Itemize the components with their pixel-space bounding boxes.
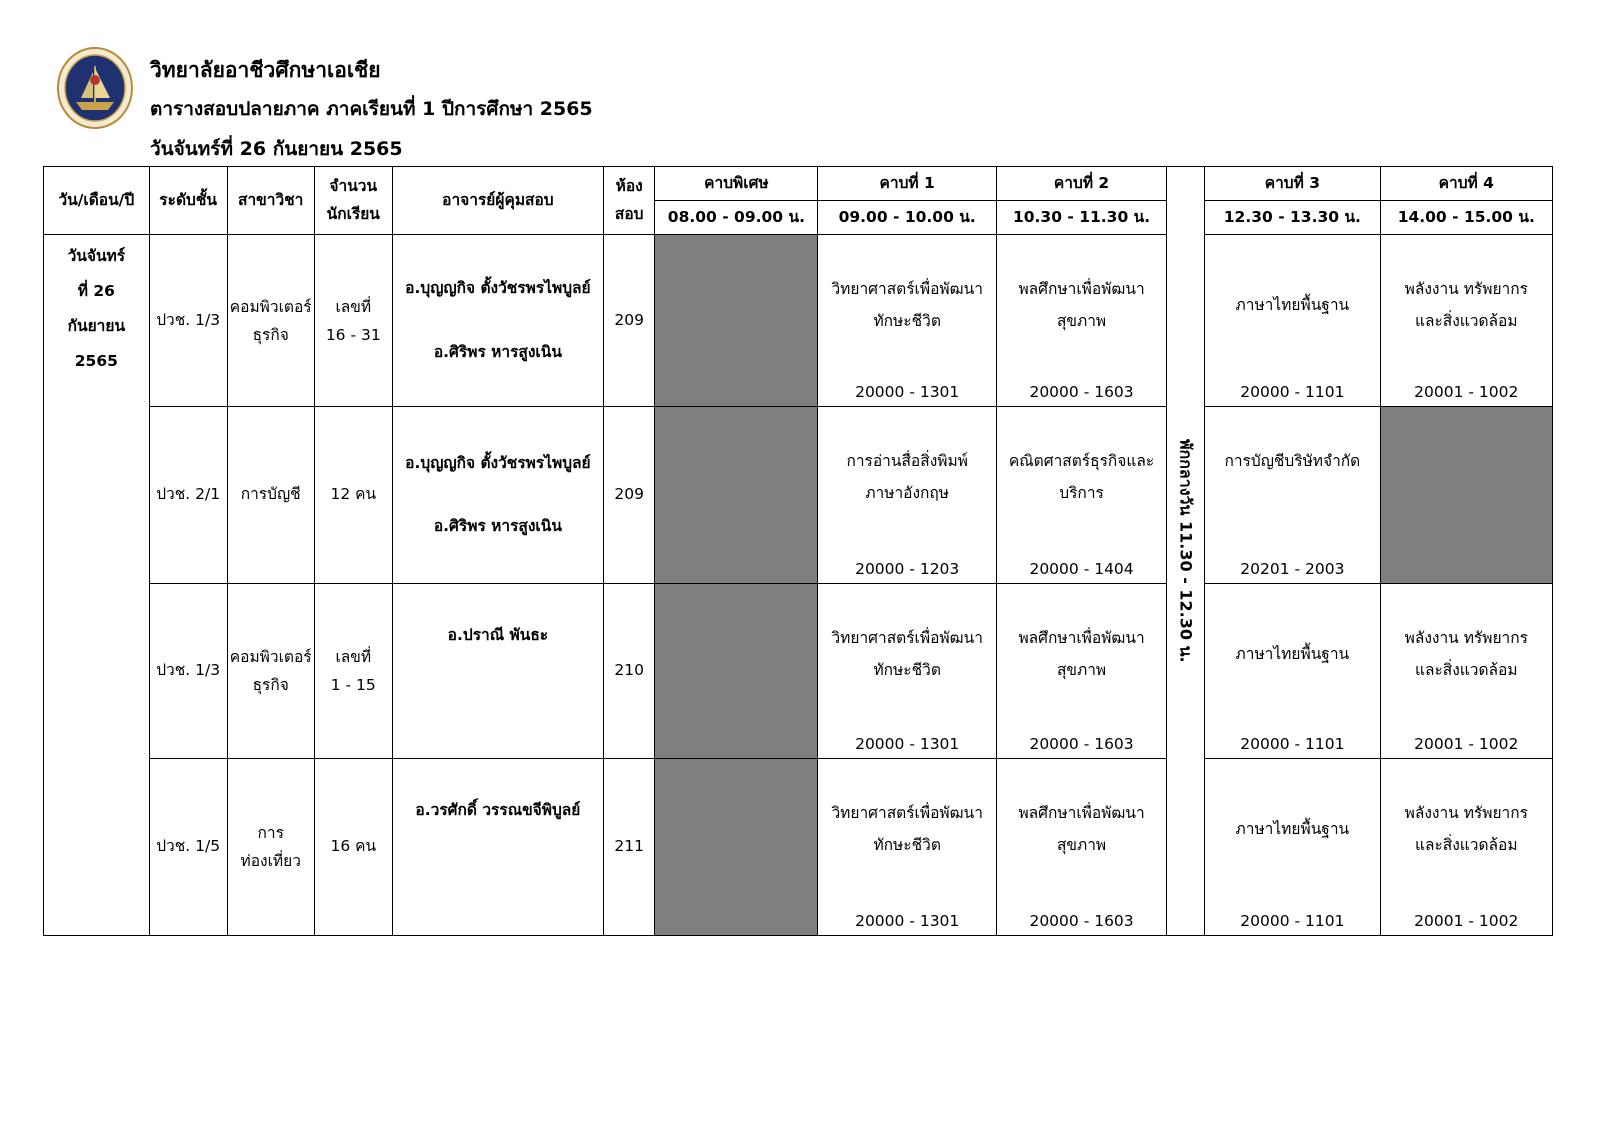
subject-code: 20000 - 1301 bbox=[855, 911, 960, 930]
subject-name bbox=[1381, 273, 1552, 337]
table-row bbox=[44, 584, 1553, 759]
period-4-cell bbox=[1380, 759, 1552, 936]
subject-name bbox=[997, 797, 1166, 861]
subject-name bbox=[1381, 622, 1552, 686]
col-date: วัน/เดือน/ปี bbox=[44, 167, 150, 235]
level-cell: ปวช. 2/1 bbox=[149, 407, 227, 584]
time-period-1: 09.00 - 10.00 น. bbox=[818, 201, 996, 235]
subject-name bbox=[1205, 813, 1379, 845]
table-row bbox=[44, 407, 1553, 584]
subject-code: 20000 - 1101 bbox=[1240, 382, 1345, 401]
subject-code: 20201 - 2003 bbox=[1240, 559, 1345, 578]
subject-name bbox=[997, 622, 1166, 686]
proctor-name: อ.บุญญกิจ ตั้งวัชรพรไพบูลย์ bbox=[405, 279, 591, 298]
subject-name bbox=[1205, 638, 1379, 670]
period-3-cell bbox=[1205, 584, 1380, 759]
time-period-3: 12.30 - 13.30 น. bbox=[1205, 201, 1380, 235]
col-period-3: คาบที่ 3 bbox=[1205, 167, 1380, 201]
subject-line: การอ่านสื่อสิ่งพิมพ์ bbox=[846, 452, 968, 470]
col-count-line2: นักเรียน bbox=[326, 204, 380, 223]
col-special: คาบพิเศษ bbox=[655, 167, 818, 201]
proctor-name: อ.ศิริพร หารสูงเนิน bbox=[433, 517, 562, 535]
count-cell: 16 คน bbox=[314, 759, 392, 936]
subject-line: ภาษาอังกฤษ bbox=[865, 484, 950, 502]
subject-line: การบัญชีบริษัทจำกัด bbox=[1224, 452, 1361, 470]
date-line: ที่ 26 bbox=[77, 282, 115, 300]
subject-code: 20001 - 1002 bbox=[1414, 911, 1519, 930]
count-cell bbox=[314, 235, 392, 407]
proctor-name: อ.ศิริพร หารสูงเนิน bbox=[433, 342, 562, 361]
period-3-cell bbox=[1205, 407, 1380, 584]
room-cell: 209 bbox=[604, 235, 655, 407]
subject-code: 20001 - 1002 bbox=[1414, 734, 1519, 753]
proctor-name: อ.วรศักดิ์ วรรณขจีพิบูลย์ bbox=[415, 801, 581, 819]
subject-line: และสิ่งแวดล้อม bbox=[1414, 312, 1518, 330]
subject-name bbox=[1205, 445, 1379, 477]
period-1-cell bbox=[818, 235, 996, 407]
college-name: วิทยาลัยอาชีวศึกษาเอเชีย bbox=[150, 58, 381, 82]
lunch-break-column bbox=[1167, 167, 1205, 936]
subject-line: และสิ่งแวดล้อม bbox=[1414, 836, 1518, 854]
major-cell bbox=[227, 584, 314, 759]
subject-line: คณิตศาสตร์ธุรกิจและ bbox=[1008, 452, 1155, 470]
subject-code: 20000 - 1603 bbox=[1029, 734, 1134, 753]
subject-code: 20001 - 1002 bbox=[1414, 382, 1519, 401]
subject-line: พลศึกษาเพื่อพัฒนา bbox=[1018, 280, 1145, 298]
subject-code: 20000 - 1603 bbox=[1029, 911, 1134, 930]
col-period-2: คาบที่ 2 bbox=[996, 167, 1166, 201]
period-3-cell bbox=[1205, 759, 1380, 936]
col-room-line1: ห้อง bbox=[615, 177, 643, 196]
date-line: 2565 bbox=[74, 352, 118, 370]
col-proctor: อาจารย์ผู้คุมสอบ bbox=[392, 167, 603, 235]
subject-line: ภาษาไทยพื้นฐาน bbox=[1235, 645, 1350, 663]
period-2-cell bbox=[996, 584, 1166, 759]
subject-line: ภาษาไทยพื้นฐาน bbox=[1235, 820, 1350, 838]
proctor-cell bbox=[392, 584, 603, 759]
period-2-cell bbox=[996, 235, 1166, 407]
major-line: ธุรกิจ bbox=[252, 676, 289, 694]
subject-name bbox=[818, 797, 995, 861]
level-cell: ปวช. 1/3 bbox=[149, 584, 227, 759]
special-period-empty bbox=[655, 584, 818, 759]
major-line: ธุรกิจ bbox=[252, 325, 289, 344]
time-special: 08.00 - 09.00 น. bbox=[655, 201, 818, 235]
subject-code: 20000 - 1301 bbox=[855, 382, 960, 401]
subject-line: บริการ bbox=[1059, 484, 1104, 502]
col-count bbox=[314, 167, 392, 235]
col-count-line1: จำนวน bbox=[329, 177, 378, 196]
header-row-1 bbox=[44, 167, 1553, 201]
major-cell bbox=[227, 235, 314, 407]
time-period-4: 14.00 - 15.00 น. bbox=[1380, 201, 1552, 235]
period-2-cell bbox=[996, 407, 1166, 584]
proctor-name: อ.บุญญกิจ ตั้งวัชรพรไพบูลย์ bbox=[405, 453, 591, 472]
subject-code: 20000 - 1301 bbox=[855, 734, 960, 753]
col-room bbox=[604, 167, 655, 235]
exam-date: วันจันทร์ที่ 26 กันยายน 2565 bbox=[150, 138, 403, 160]
subject-line: และสิ่งแวดล้อม bbox=[1414, 661, 1518, 679]
subject-code: 20000 - 1404 bbox=[1029, 559, 1134, 578]
major-line: ท่องเที่ยว bbox=[240, 852, 301, 870]
special-period-empty bbox=[655, 235, 818, 407]
proctor-cell bbox=[392, 235, 603, 407]
subject-line: พลศึกษาเพื่อพัฒนา bbox=[1018, 804, 1145, 822]
proctor-name: อ.ปราณี พันธะ bbox=[447, 626, 549, 644]
subject-code: 20000 - 1603 bbox=[1029, 382, 1134, 401]
subject-line: สุขภาพ bbox=[1056, 312, 1107, 330]
period-2-cell bbox=[996, 759, 1166, 936]
subject-line: วิทยาศาสตร์เพื่อพัฒนา bbox=[831, 280, 983, 298]
period-3-cell bbox=[1205, 235, 1380, 407]
subject-line: สุขภาพ bbox=[1056, 661, 1107, 679]
period-1-cell bbox=[818, 584, 996, 759]
subject-line: ภาษาไทยพื้นฐาน bbox=[1235, 296, 1350, 314]
subject-name bbox=[818, 622, 995, 686]
major-cell: การบัญชี bbox=[227, 407, 314, 584]
subject-name bbox=[818, 445, 995, 509]
subject-line: วิทยาศาสตร์เพื่อพัฒนา bbox=[831, 629, 983, 647]
subject-name bbox=[1205, 289, 1379, 321]
major-line: คอมพิวเตอร์ bbox=[229, 648, 312, 666]
subject-code: 20000 - 1203 bbox=[855, 559, 960, 578]
table-row bbox=[44, 759, 1553, 936]
count-line: 16 - 31 bbox=[325, 325, 381, 344]
subject-code: 20000 - 1101 bbox=[1240, 911, 1345, 930]
col-major: สาขาวิชา bbox=[227, 167, 314, 235]
major-line: การ bbox=[257, 824, 284, 842]
period-4-cell bbox=[1380, 235, 1552, 407]
level-cell: ปวช. 1/5 bbox=[149, 759, 227, 936]
count-line: เลขที่ bbox=[335, 648, 372, 666]
date-cell bbox=[44, 235, 150, 936]
subject-line: พลังงาน ทรัพยากร bbox=[1404, 629, 1528, 647]
period-1-cell bbox=[818, 759, 996, 936]
special-period-empty bbox=[655, 407, 818, 584]
exam-schedule-table bbox=[43, 166, 1553, 936]
count-line: เลขที่ bbox=[335, 297, 372, 316]
college-seal-logo bbox=[56, 46, 134, 130]
subject-line: ทักษะชีวิต bbox=[873, 312, 941, 330]
major-cell bbox=[227, 759, 314, 936]
subject-line: ทักษะชีวิต bbox=[873, 661, 941, 679]
subject-name bbox=[997, 273, 1166, 337]
col-room-line2: สอบ bbox=[614, 204, 644, 223]
room-cell: 211 bbox=[604, 759, 655, 936]
subject-line: พลศึกษาเพื่อพัฒนา bbox=[1018, 629, 1145, 647]
lunch-break-label: พักกลางวัน 11.30 - 12.30 น. bbox=[1176, 439, 1196, 663]
col-level: ระดับชั้น bbox=[149, 167, 227, 235]
room-cell: 209 bbox=[604, 407, 655, 584]
subject-name bbox=[1381, 797, 1552, 861]
period-4-empty bbox=[1380, 407, 1552, 584]
proctor-cell bbox=[392, 759, 603, 936]
schedule-title: ตารางสอบปลายภาค ภาคเรียนที่ 1 ปีการศึกษา 2565 bbox=[150, 98, 593, 120]
count-cell: 12 คน bbox=[314, 407, 392, 584]
subject-line: พลังงาน ทรัพยากร bbox=[1404, 804, 1528, 822]
subject-code: 20000 - 1101 bbox=[1240, 734, 1345, 753]
period-4-cell bbox=[1380, 584, 1552, 759]
subject-line: ทักษะชีวิต bbox=[873, 836, 941, 854]
col-period-1: คาบที่ 1 bbox=[818, 167, 996, 201]
date-line: กันยายน bbox=[67, 317, 126, 335]
room-cell: 210 bbox=[604, 584, 655, 759]
time-period-2: 10.30 - 11.30 น. bbox=[996, 201, 1166, 235]
col-period-4: คาบที่ 4 bbox=[1380, 167, 1552, 201]
count-cell bbox=[314, 584, 392, 759]
count-line: 1 - 15 bbox=[330, 676, 376, 694]
level-cell: ปวช. 1/3 bbox=[149, 235, 227, 407]
subject-line: วิทยาศาสตร์เพื่อพัฒนา bbox=[831, 804, 983, 822]
major-line: คอมพิวเตอร์ bbox=[229, 297, 312, 316]
proctor-cell bbox=[392, 407, 603, 584]
subject-name bbox=[818, 273, 995, 337]
table-row bbox=[44, 235, 1553, 407]
period-1-cell bbox=[818, 407, 996, 584]
date-line: วันจันทร์ bbox=[67, 247, 126, 265]
subject-line: สุขภาพ bbox=[1056, 836, 1107, 854]
subject-line: พลังงาน ทรัพยากร bbox=[1404, 280, 1528, 298]
special-period-empty bbox=[655, 759, 818, 936]
subject-name bbox=[997, 445, 1166, 509]
